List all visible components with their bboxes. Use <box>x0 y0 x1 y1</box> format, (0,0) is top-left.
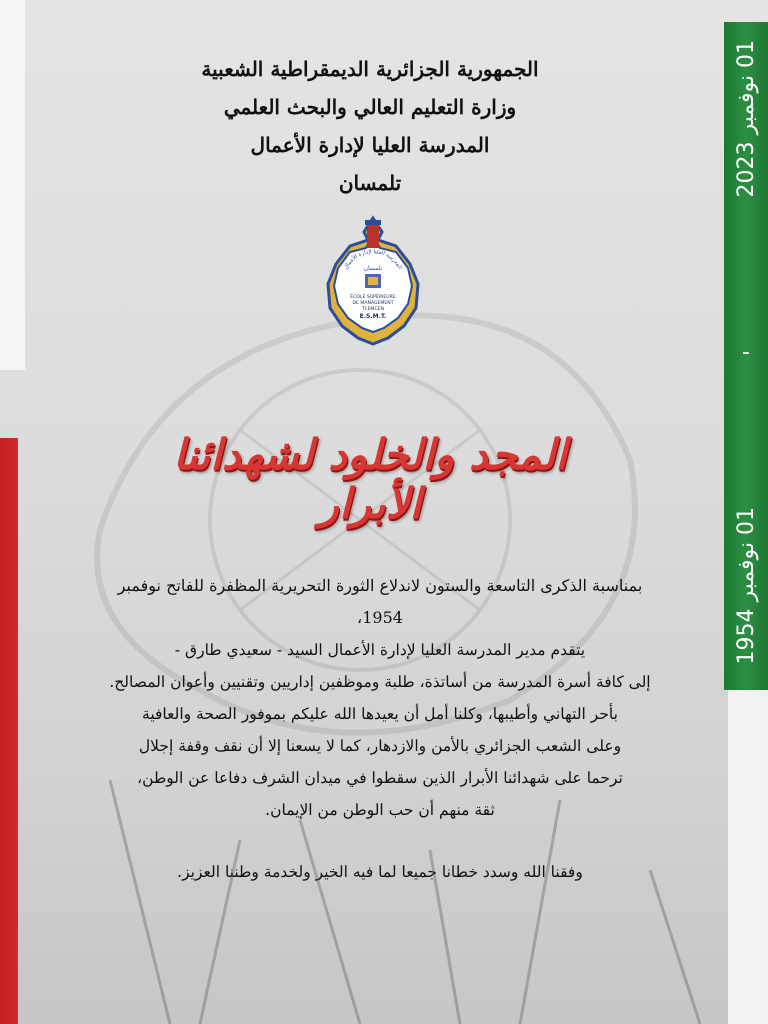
svg-text:المدرسة العليا لإدارة الأعمال: المدرسة العليا لإدارة الأعمال <box>343 248 403 271</box>
esmt-logo <box>318 212 428 352</box>
svg-text:TLEMCEN: TLEMCEN <box>362 307 384 312</box>
left-white-stripe <box>0 0 25 370</box>
message-line-7: ثقة منهم أن حب الوطن من الإيمان. <box>265 801 495 819</box>
header-block <box>160 50 580 202</box>
date-band <box>724 22 768 690</box>
message-line-1: بمناسبة الذكرى التاسعة والستون لاندلاع الثورة التحريرية المظفرة للفاتح نوفمبر 1954، <box>117 576 643 627</box>
message-line-5: وعلى الشعب الجزائري بالأمن والازدهار، كما لا يسعنا إلا أن نقف وقفة إجلال <box>138 737 622 755</box>
message-line-3: إلى كافة أسرة المدرسة من أساتذة، طلبة وموظفين إداريين وتقنيين وأعوان المصالح. <box>109 673 651 691</box>
ministry-name: وزارة التعليم العالي والبحث العلمي <box>223 95 517 119</box>
closing-line: وفقنا الله وسدد خطانا جميعا لما فيه الخير ولخدمة وطننا العزيز. <box>177 863 583 881</box>
message-line-2: يتقدم مدير المدرسة العليا لإدارة الأعمال السيد - سعيدي طارق - <box>174 641 586 659</box>
school-name: المدرسة العليا لإدارة الأعمال <box>250 133 490 157</box>
republic-name: الجمهورية الجزائرية الديمقراطية الشعبية <box>201 57 539 81</box>
date-separator: - <box>742 339 750 365</box>
svg-text:E.S.M.T.: E.S.M.T. <box>359 313 387 320</box>
main-title: المجد والخلود لشهدائنا الأبرار <box>173 430 567 528</box>
date-bottom: 01 نوفمبر 2023 <box>733 40 759 198</box>
message-line-6: ترحما على شهدائنا الأبرار الذين سقطوا في ميدان الشرف دفاعا عن الوطن، <box>137 769 623 787</box>
date-top: 01 نوفمبر 1954 <box>733 506 759 664</box>
svg-text:تلمسان: تلمسان <box>363 265 383 272</box>
city-name: تلمسان <box>338 171 402 195</box>
background-spears <box>0 760 768 1024</box>
svg-text:DE MANAGEMENT: DE MANAGEMENT <box>352 301 394 306</box>
svg-text:ÉCOLE SUPÉRIEURE: ÉCOLE SUPÉRIEURE <box>350 295 396 300</box>
message-line-4: بأحر التهاني وأطيبها، وكلنا أمل أن يعيدها الله عليكم بموفور الصحة والعافية <box>142 705 618 723</box>
